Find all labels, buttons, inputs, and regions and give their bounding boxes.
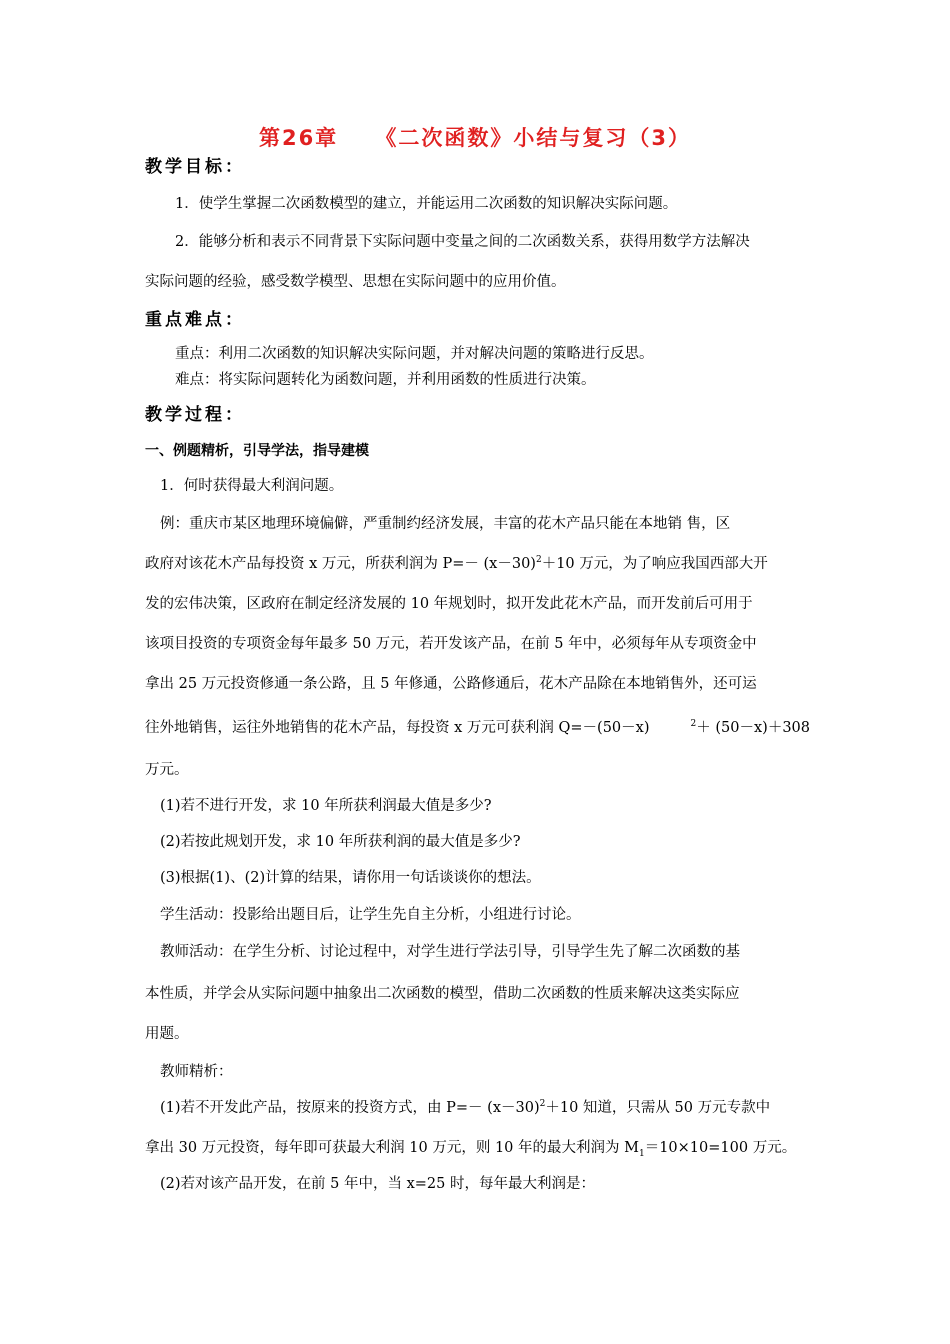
teacher-activity-line: 教师活动：在学生分析、讨论过程中，对学生进行学法引导，引导学生先了解二次函数的基 [160, 944, 740, 960]
example-line: 该项目投资的专项资金每年最多 50 万元，若开发该产品，在前 5 年中，必须每年从专项资金中 [145, 636, 757, 652]
example-line: 政府对该花木产品每投资 x 万元，所获利润为 $P=- (x-30)^2+10$ 万元，为了响应我国西部大开 [145, 555, 768, 572]
example-line: 万元。 [145, 762, 189, 778]
teacher-analysis-label: 教师精析： [160, 1064, 233, 1080]
keypoint-focus: 重点：利用二次函数的知识解决实际问题，并对解决问题的策略进行反思。 [175, 346, 654, 362]
part1-title: 一、例题精析，引导学法，指导建模 [145, 443, 369, 459]
example-line: 拿出 25 万元投资修通一条公路，且 5 年修通，公路修通后，花木产品除在本地销售外，还可运 [145, 676, 757, 692]
question-1: (1)若不进行开发，求 10 年所获利润最大值是多少? [160, 798, 492, 814]
analysis-line: 拿出 30 万元投资，每年即可获最大利润 10 万元，则 10 年的最大利润为 $M_1=10\times 10=100$ 万元。 [145, 1140, 797, 1159]
question-2: (2)若按此规划开发，求 10 年所获利润的最大值是多少? [160, 834, 521, 850]
teacher-activity-line: 本性质，并学会从实际问题中抽象出二次函数的模型，借助二次函数的性质来解决这类实际应 [145, 986, 740, 1002]
topic-1: 1．何时获得最大利润问题。 [160, 478, 344, 494]
analysis-line: (1)若不开发此产品，按原来的投资方式，由 $P=- (x-30)^2+10$ 知道，只需从 50 万元专款中 [160, 1099, 771, 1116]
example-line-tail: $^2$＋ (50－x)＋308 [690, 719, 810, 736]
process-heading: 教学过程： [145, 405, 245, 425]
keypoint-difficulty: 难点：将实际问题转化为函数问题，并利用函数的性质进行决策。 [175, 372, 596, 388]
teacher-activity-line: 用题。 [145, 1026, 189, 1042]
student-activity: 学生活动：投影给出题目后，让学生先自主分析，小组进行讨论。 [160, 907, 581, 923]
page-title: 第26章 《二次函数》小结与复习（3） [258, 126, 692, 150]
objective-item-2-line2: 实际问题的经验，感受数学模型、思想在实际问题中的应用价值。 [145, 274, 566, 290]
example-line: 往外地销售，运往外地销售的花木产品，每投资 x 万元可获利润 Q=－(50－x) [145, 720, 650, 736]
analysis-line: (2)若对该产品开发，在前 5 年中，当 x=25 时，每年最大利润是： [160, 1176, 595, 1192]
objective-item-1: 1．使学生掌握二次函数模型的建立，并能运用二次函数的知识解决实际问题。 [175, 196, 678, 212]
example-line: 发的宏伟决策，区政府在制定经济发展的 10 年规划时，拟开发此花木产品，而开发前后可用于 [145, 596, 753, 612]
objectives-heading: 教学目标： [145, 157, 245, 177]
objective-item-2-line1: 2．能够分析和表示不同背景下实际问题中变量之间的二次函数关系，获得用数学方法解决 [175, 234, 750, 250]
example-line: 例：重庆市某区地理环境偏僻，严重制约经济发展，丰富的花木产品只能在本地销 售，区 [160, 516, 731, 532]
question-3: (3)根据(1)、(2)计算的结果，请你用一句话谈谈你的想法。 [160, 870, 541, 886]
keypoints-heading: 重点难点： [145, 310, 245, 330]
